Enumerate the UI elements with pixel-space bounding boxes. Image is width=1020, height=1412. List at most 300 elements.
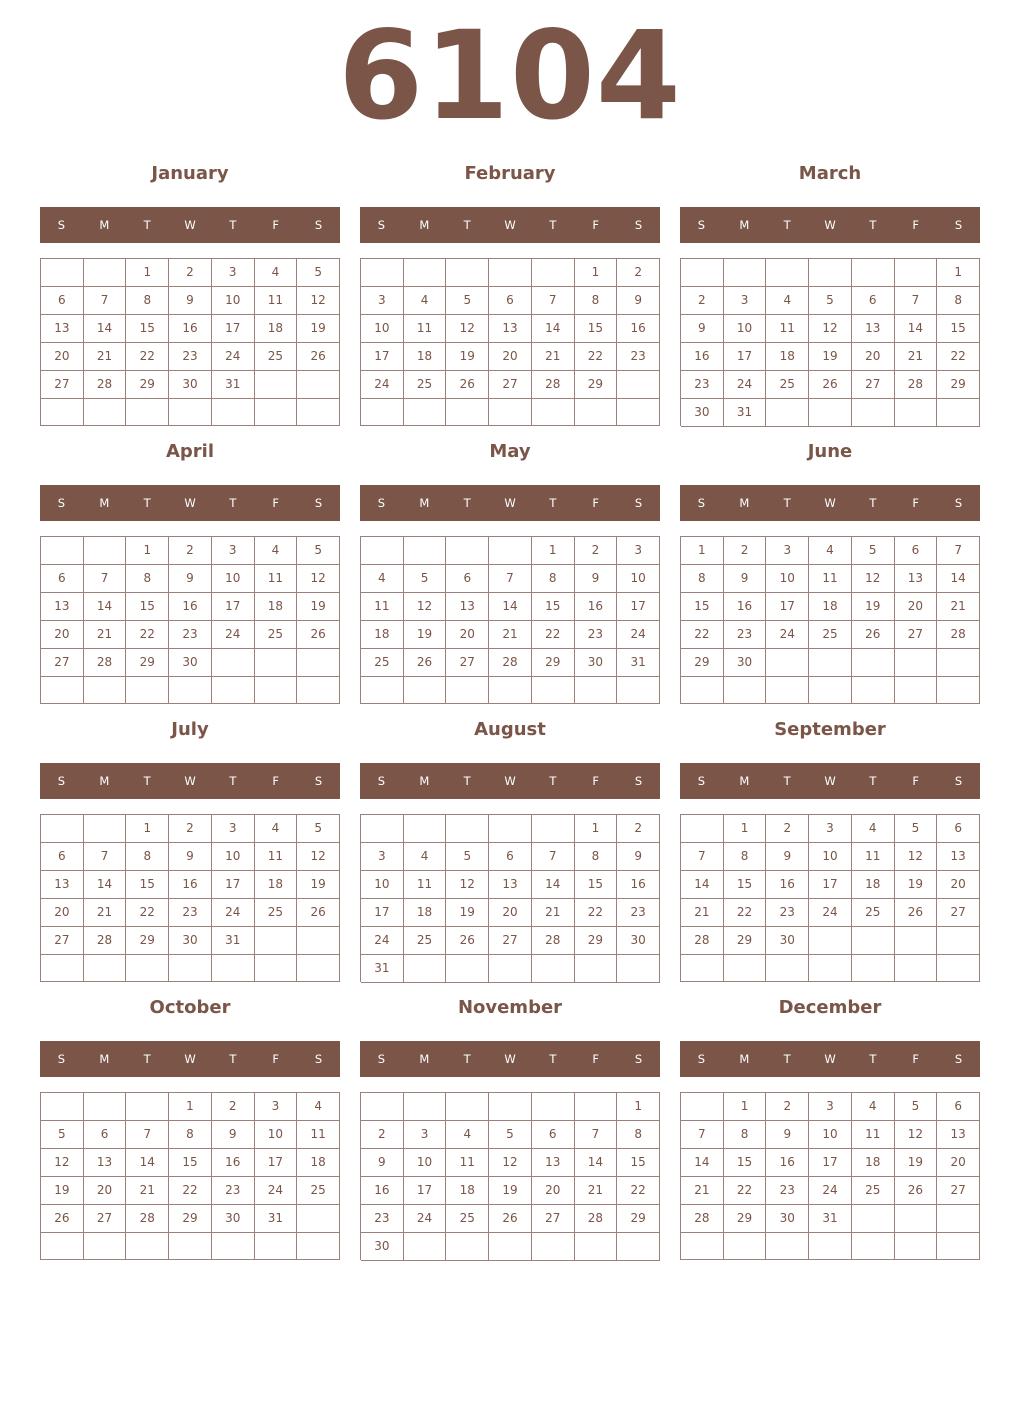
day-cell xyxy=(361,399,404,426)
day-cell: 25 xyxy=(255,899,298,927)
day-cell: 16 xyxy=(361,1177,404,1205)
day-cell xyxy=(84,399,127,426)
weekday-label: T xyxy=(229,774,237,788)
day-cell xyxy=(575,677,618,704)
day-cell: 5 xyxy=(297,815,340,843)
day-cell xyxy=(404,399,447,426)
day-cell xyxy=(575,399,618,426)
day-cell xyxy=(489,399,532,426)
day-cell: 2 xyxy=(169,537,212,565)
day-cell: 29 xyxy=(532,649,575,677)
day-cell: 9 xyxy=(766,843,809,871)
weekday-label: F xyxy=(272,774,280,788)
day-cell xyxy=(532,815,575,843)
day-cell: 10 xyxy=(404,1149,447,1177)
day-cell xyxy=(681,955,724,982)
day-cell: 6 xyxy=(446,565,489,593)
day-cell: 6 xyxy=(937,815,980,843)
day-cell: 11 xyxy=(852,1121,895,1149)
day-cell: 22 xyxy=(126,343,169,371)
weekday-label: W xyxy=(504,218,516,232)
day-cell: 29 xyxy=(126,927,169,955)
day-cell: 19 xyxy=(895,871,938,899)
day-cell: 22 xyxy=(937,343,980,371)
day-cell: 18 xyxy=(255,315,298,343)
day-cell xyxy=(126,1233,169,1260)
weekday-label: S xyxy=(954,496,963,510)
day-cell: 15 xyxy=(126,593,169,621)
weekday-label: S xyxy=(377,496,386,510)
day-cell: 10 xyxy=(212,843,255,871)
weekday-label: S xyxy=(697,1052,706,1066)
day-cell: 30 xyxy=(766,927,809,955)
day-cell: 18 xyxy=(809,593,852,621)
day-cell: 8 xyxy=(575,287,618,315)
day-cell: 3 xyxy=(212,815,255,843)
day-cell: 7 xyxy=(84,287,127,315)
day-cell: 17 xyxy=(361,899,404,927)
day-cell: 12 xyxy=(446,871,489,899)
day-cell: 1 xyxy=(575,815,618,843)
day-cell: 8 xyxy=(532,565,575,593)
day-cell xyxy=(724,1233,767,1260)
day-grid xyxy=(680,814,980,982)
month-name: September xyxy=(774,719,886,740)
day-cell: 25 xyxy=(766,371,809,399)
day-cell xyxy=(532,1093,575,1121)
day-cell: 10 xyxy=(809,1121,852,1149)
day-cell xyxy=(809,927,852,955)
day-cell xyxy=(766,399,809,427)
weekday-label: M xyxy=(419,774,430,788)
day-cell: 8 xyxy=(575,843,618,871)
day-cell: 30 xyxy=(724,649,767,677)
day-cell xyxy=(446,1093,489,1121)
day-cell xyxy=(852,927,895,955)
day-cell: 2 xyxy=(361,1121,404,1149)
day-cell: 13 xyxy=(41,315,84,343)
day-cell: 3 xyxy=(724,287,767,315)
day-cell: 20 xyxy=(41,899,84,927)
weekday-label: T xyxy=(229,496,237,510)
day-cell: 16 xyxy=(766,1149,809,1177)
day-cell xyxy=(766,677,809,704)
day-cell: 20 xyxy=(852,343,895,371)
day-cell: 29 xyxy=(937,371,980,399)
day-cell: 4 xyxy=(446,1121,489,1149)
weekday-label: F xyxy=(592,496,600,510)
day-cell xyxy=(446,537,489,565)
day-cell: 24 xyxy=(212,899,255,927)
month-name: October xyxy=(149,997,231,1018)
day-cell: 1 xyxy=(126,815,169,843)
day-cell: 27 xyxy=(937,899,980,927)
day-cell: 3 xyxy=(809,1093,852,1121)
day-cell: 4 xyxy=(852,1093,895,1121)
day-cell: 22 xyxy=(532,621,575,649)
day-cell: 22 xyxy=(169,1177,212,1205)
day-cell: 9 xyxy=(169,565,212,593)
day-cell: 30 xyxy=(575,649,618,677)
weekday-label: F xyxy=(912,774,920,788)
day-cell: 10 xyxy=(361,871,404,899)
day-cell xyxy=(489,955,532,983)
day-cell xyxy=(84,955,127,982)
day-cell xyxy=(446,815,489,843)
day-cell xyxy=(361,537,404,565)
day-cell: 5 xyxy=(297,259,340,287)
day-cell: 21 xyxy=(937,593,980,621)
day-cell xyxy=(297,1233,340,1260)
day-cell: 27 xyxy=(446,649,489,677)
weekday-header xyxy=(360,1041,660,1077)
day-cell: 14 xyxy=(84,315,127,343)
day-cell: 30 xyxy=(766,1205,809,1233)
day-cell: 29 xyxy=(724,1205,767,1233)
day-cell: 21 xyxy=(532,899,575,927)
day-cell: 11 xyxy=(297,1121,340,1149)
day-cell: 16 xyxy=(724,593,767,621)
day-cell: 5 xyxy=(895,1093,938,1121)
month-name: April xyxy=(165,441,215,462)
day-cell: 12 xyxy=(297,287,340,315)
day-cell xyxy=(212,649,255,677)
day-cell xyxy=(41,399,84,426)
day-cell: 4 xyxy=(361,565,404,593)
day-cell: 26 xyxy=(852,621,895,649)
day-cell: 8 xyxy=(126,565,169,593)
day-cell: 1 xyxy=(724,1093,767,1121)
day-cell: 24 xyxy=(617,621,660,649)
day-cell xyxy=(446,259,489,287)
month-name: March xyxy=(798,163,862,184)
day-grid xyxy=(40,536,340,704)
day-cell xyxy=(41,1233,84,1260)
day-cell: 11 xyxy=(809,565,852,593)
day-grid xyxy=(680,258,980,426)
day-cell xyxy=(361,1093,404,1121)
day-cell: 9 xyxy=(617,287,660,315)
weekday-label: W xyxy=(504,496,516,510)
weekday-label: S xyxy=(57,496,66,510)
day-cell xyxy=(489,1233,532,1261)
weekday-label: W xyxy=(184,1052,196,1066)
weekday-label: M xyxy=(419,1052,430,1066)
day-cell: 4 xyxy=(255,537,298,565)
day-cell: 13 xyxy=(937,843,980,871)
day-cell: 23 xyxy=(212,1177,255,1205)
day-cell: 23 xyxy=(724,621,767,649)
day-cell: 18 xyxy=(404,899,447,927)
weekday-label: M xyxy=(99,218,110,232)
weekday-label: F xyxy=(592,218,600,232)
day-cell xyxy=(297,677,340,704)
weekday-header xyxy=(680,207,980,243)
day-cell: 7 xyxy=(126,1121,169,1149)
weekday-header xyxy=(360,207,660,243)
day-cell: 20 xyxy=(532,1177,575,1205)
weekday-label: T xyxy=(463,1052,471,1066)
day-cell: 8 xyxy=(724,1121,767,1149)
day-cell xyxy=(41,815,84,843)
day-cell: 6 xyxy=(489,287,532,315)
day-cell: 15 xyxy=(169,1149,212,1177)
day-cell: 9 xyxy=(212,1121,255,1149)
day-cell: 7 xyxy=(532,843,575,871)
day-cell: 3 xyxy=(617,537,660,565)
weekday-label: W xyxy=(184,774,196,788)
day-cell: 10 xyxy=(361,315,404,343)
weekday-label: S xyxy=(314,218,323,232)
day-cell: 18 xyxy=(361,621,404,649)
weekday-label: F xyxy=(912,496,920,510)
day-cell: 10 xyxy=(766,565,809,593)
day-cell: 19 xyxy=(297,315,340,343)
day-cell: 30 xyxy=(212,1205,255,1233)
day-cell: 25 xyxy=(404,927,447,955)
day-cell xyxy=(446,955,489,983)
day-grid xyxy=(680,1092,980,1260)
weekday-label: W xyxy=(824,218,836,232)
day-cell: 4 xyxy=(809,537,852,565)
weekday-label: F xyxy=(912,1052,920,1066)
weekday-label: S xyxy=(57,218,66,232)
day-cell: 20 xyxy=(937,1149,980,1177)
day-cell: 9 xyxy=(169,287,212,315)
day-cell: 16 xyxy=(681,343,724,371)
weekday-label: M xyxy=(739,496,750,510)
day-cell: 7 xyxy=(575,1121,618,1149)
day-cell: 23 xyxy=(169,899,212,927)
day-cell: 25 xyxy=(404,371,447,399)
day-cell: 10 xyxy=(212,565,255,593)
day-grid xyxy=(680,536,980,704)
day-cell: 1 xyxy=(937,259,980,287)
day-cell xyxy=(446,399,489,426)
day-cell: 31 xyxy=(617,649,660,677)
day-cell xyxy=(937,955,980,982)
day-cell: 4 xyxy=(852,815,895,843)
day-cell: 26 xyxy=(404,649,447,677)
day-cell: 15 xyxy=(575,315,618,343)
day-cell: 28 xyxy=(84,371,127,399)
weekday-label: T xyxy=(549,218,557,232)
weekday-label: S xyxy=(314,496,323,510)
day-cell: 24 xyxy=(404,1205,447,1233)
day-cell: 24 xyxy=(766,621,809,649)
day-cell: 16 xyxy=(169,593,212,621)
day-cell xyxy=(895,927,938,955)
day-cell: 21 xyxy=(575,1177,618,1205)
day-cell: 12 xyxy=(41,1149,84,1177)
day-cell xyxy=(681,815,724,843)
day-cell xyxy=(41,677,84,704)
day-cell: 9 xyxy=(575,565,618,593)
day-cell xyxy=(169,399,212,426)
day-cell: 11 xyxy=(404,315,447,343)
day-cell: 4 xyxy=(404,287,447,315)
day-cell: 23 xyxy=(361,1205,404,1233)
day-cell: 23 xyxy=(766,1177,809,1205)
day-cell: 13 xyxy=(532,1149,575,1177)
weekday-label: W xyxy=(824,496,836,510)
day-cell: 13 xyxy=(84,1149,127,1177)
day-cell xyxy=(446,1233,489,1261)
day-cell: 20 xyxy=(937,871,980,899)
day-cell: 8 xyxy=(681,565,724,593)
day-cell: 24 xyxy=(255,1177,298,1205)
day-cell: 12 xyxy=(852,565,895,593)
weekday-label: T xyxy=(229,218,237,232)
day-cell xyxy=(809,399,852,427)
weekday-header xyxy=(360,763,660,799)
weekday-header xyxy=(40,485,340,521)
day-cell xyxy=(937,1205,980,1233)
day-cell: 26 xyxy=(41,1205,84,1233)
weekday-label: T xyxy=(869,1052,877,1066)
day-cell: 19 xyxy=(489,1177,532,1205)
day-cell: 26 xyxy=(446,927,489,955)
day-cell: 25 xyxy=(297,1177,340,1205)
month-name: June xyxy=(807,441,853,462)
day-cell: 14 xyxy=(937,565,980,593)
day-cell: 30 xyxy=(361,1233,404,1261)
weekday-label: T xyxy=(783,496,791,510)
day-cell: 21 xyxy=(84,621,127,649)
day-cell: 19 xyxy=(446,899,489,927)
day-cell xyxy=(895,955,938,982)
day-cell xyxy=(297,1205,340,1233)
weekday-header xyxy=(40,1041,340,1077)
day-cell: 29 xyxy=(724,927,767,955)
day-cell: 23 xyxy=(169,621,212,649)
day-cell xyxy=(681,1093,724,1121)
day-cell xyxy=(212,399,255,426)
day-cell: 13 xyxy=(41,871,84,899)
day-cell: 23 xyxy=(575,621,618,649)
day-cell: 8 xyxy=(126,287,169,315)
weekday-label: T xyxy=(783,1052,791,1066)
day-cell xyxy=(532,955,575,983)
day-cell: 2 xyxy=(212,1093,255,1121)
day-cell xyxy=(41,537,84,565)
day-cell xyxy=(532,399,575,426)
weekday-label: T xyxy=(783,218,791,232)
day-cell: 23 xyxy=(681,371,724,399)
month-name: February xyxy=(464,163,556,184)
day-cell: 14 xyxy=(681,1149,724,1177)
month-name: November xyxy=(457,997,563,1018)
month-name: August xyxy=(474,719,546,740)
day-cell xyxy=(937,1233,980,1260)
day-cell: 25 xyxy=(255,621,298,649)
day-cell: 19 xyxy=(446,343,489,371)
day-cell: 28 xyxy=(126,1205,169,1233)
day-cell: 2 xyxy=(169,815,212,843)
day-cell: 17 xyxy=(724,343,767,371)
day-cell: 6 xyxy=(532,1121,575,1149)
day-cell: 20 xyxy=(446,621,489,649)
day-grid xyxy=(40,1092,340,1260)
day-cell: 29 xyxy=(169,1205,212,1233)
day-cell: 11 xyxy=(766,315,809,343)
day-cell xyxy=(895,677,938,704)
day-cell: 19 xyxy=(404,621,447,649)
day-cell: 8 xyxy=(617,1121,660,1149)
day-cell: 28 xyxy=(681,927,724,955)
day-grid xyxy=(40,258,340,426)
day-cell: 5 xyxy=(41,1121,84,1149)
weekday-label: T xyxy=(143,218,151,232)
day-cell: 5 xyxy=(404,565,447,593)
day-cell xyxy=(297,399,340,426)
day-cell: 12 xyxy=(297,565,340,593)
day-cell: 7 xyxy=(84,565,127,593)
day-grid xyxy=(360,536,660,704)
day-cell: 6 xyxy=(489,843,532,871)
day-cell xyxy=(937,399,980,427)
day-cell: 3 xyxy=(212,259,255,287)
day-cell: 31 xyxy=(212,927,255,955)
day-cell xyxy=(489,537,532,565)
day-cell xyxy=(724,677,767,704)
day-cell: 5 xyxy=(809,287,852,315)
day-cell: 29 xyxy=(575,371,618,399)
weekday-label: T xyxy=(869,218,877,232)
day-cell: 1 xyxy=(575,259,618,287)
day-cell: 3 xyxy=(255,1093,298,1121)
day-cell: 26 xyxy=(446,371,489,399)
day-cell: 9 xyxy=(361,1149,404,1177)
day-cell xyxy=(809,649,852,677)
day-cell xyxy=(84,677,127,704)
day-cell: 6 xyxy=(895,537,938,565)
weekday-label: M xyxy=(739,774,750,788)
day-cell xyxy=(617,1233,660,1261)
day-cell xyxy=(617,371,660,399)
day-cell: 16 xyxy=(212,1149,255,1177)
weekday-label: T xyxy=(869,774,877,788)
weekday-label: M xyxy=(99,774,110,788)
day-cell: 24 xyxy=(724,371,767,399)
day-cell: 14 xyxy=(489,593,532,621)
day-cell xyxy=(766,1233,809,1260)
day-cell xyxy=(126,399,169,426)
day-cell: 23 xyxy=(169,343,212,371)
day-cell xyxy=(489,259,532,287)
day-cell: 21 xyxy=(532,343,575,371)
day-cell xyxy=(404,1093,447,1121)
weekday-label: S xyxy=(57,774,66,788)
day-cell: 14 xyxy=(532,315,575,343)
day-cell: 18 xyxy=(404,343,447,371)
day-cell: 7 xyxy=(681,1121,724,1149)
weekday-label: W xyxy=(824,1052,836,1066)
weekday-label: S xyxy=(954,218,963,232)
day-cell: 1 xyxy=(617,1093,660,1121)
day-cell: 2 xyxy=(766,815,809,843)
weekday-label: M xyxy=(99,496,110,510)
day-cell: 8 xyxy=(169,1121,212,1149)
day-cell xyxy=(895,1233,938,1260)
day-cell: 12 xyxy=(404,593,447,621)
day-cell: 10 xyxy=(212,287,255,315)
day-cell: 19 xyxy=(297,593,340,621)
day-cell: 14 xyxy=(84,593,127,621)
weekday-label: S xyxy=(377,774,386,788)
day-cell xyxy=(297,955,340,982)
day-cell xyxy=(532,259,575,287)
